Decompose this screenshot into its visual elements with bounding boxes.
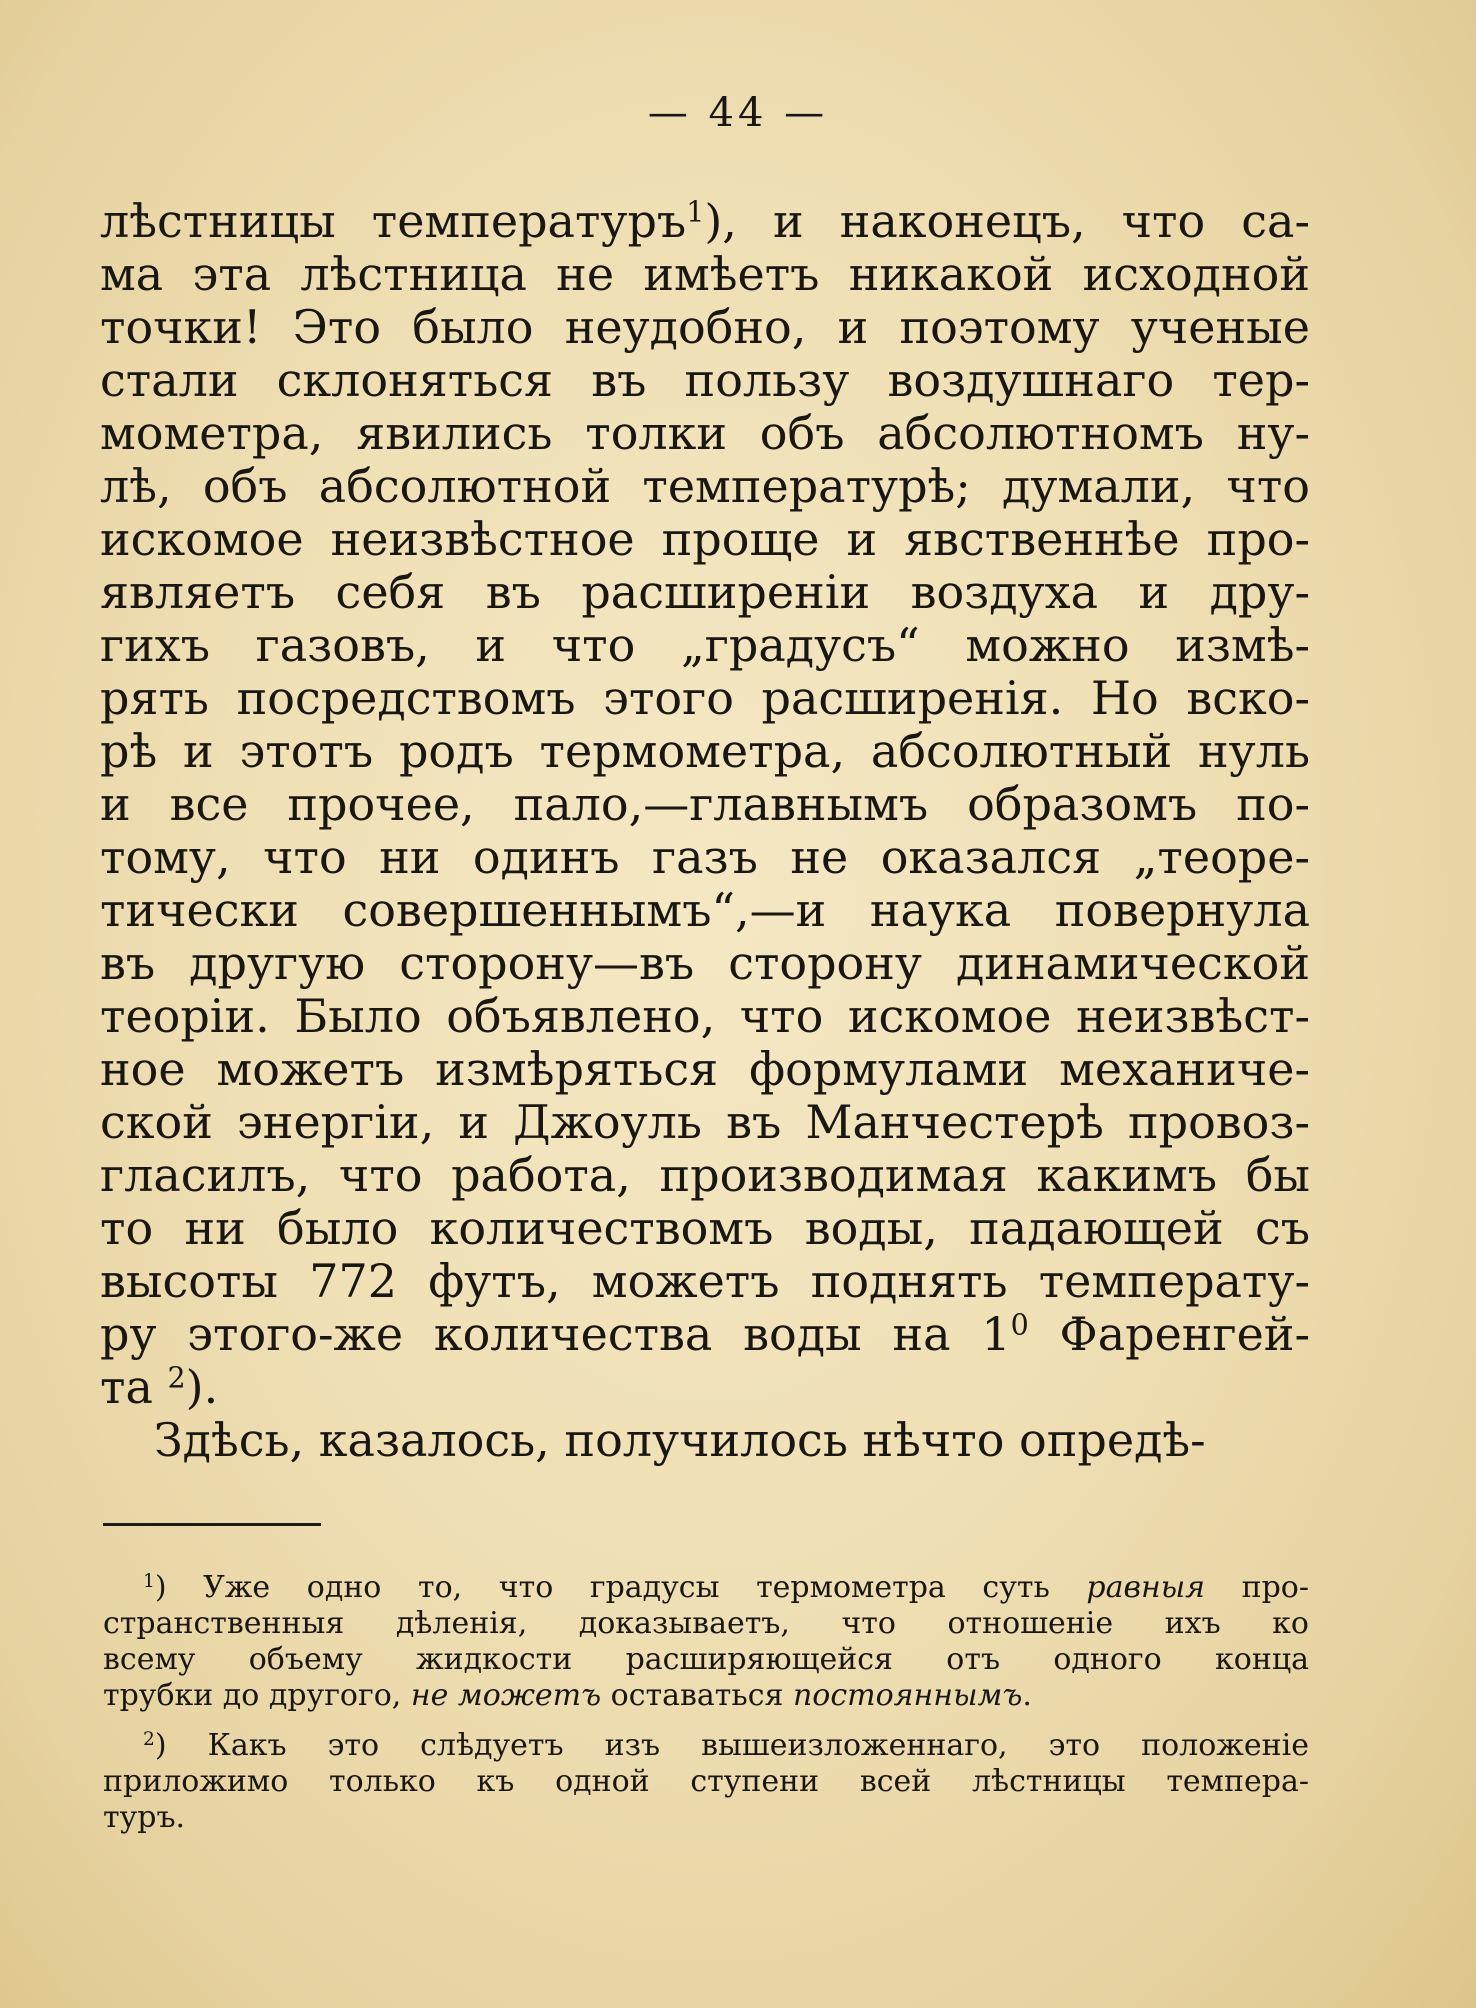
text-line: въ другую сторону—въ сторону динамической [100, 937, 1310, 990]
text-line: гихъ газовъ, и что „градусъ“ можно измѣ- [100, 619, 1310, 672]
text-line: ской энергіи, и Джоуль въ Манчестерѣ провоз- [100, 1096, 1310, 1149]
text-line: тому, что ни одинъ газъ не оказался „теоре- [100, 831, 1310, 884]
text-line: рѣ и этотъ родъ термометра, абсолютный нуль [100, 725, 1310, 778]
page-number: — 44 — [647, 90, 829, 136]
text-line: то ни было количествомъ воды, падающей съ [100, 1202, 1310, 1255]
text-line: высоты 772 футъ, можетъ поднять температу- [100, 1255, 1310, 1308]
footnote-line: туръ. [103, 1800, 186, 1835]
footnote-ref-1[interactable]: 1 [686, 195, 705, 229]
text-line: точки! Это было неудобно, и поэтому ученые [100, 301, 1310, 354]
text-line: являетъ себя въ расширеніи воздуха и дру- [100, 566, 1310, 619]
text-line: Здѣсь, казалось, получилось нѣчто опредѣ- [154, 1414, 1206, 1467]
footnote-divider [103, 1523, 321, 1526]
footnote-line: трубки до другого, не можетъ оставаться постояннымъ. [103, 1678, 1032, 1713]
main-text [100, 195, 1310, 1467]
degree-mark: 0 [1010, 1308, 1029, 1342]
text-line: та $^2$). [100, 1361, 219, 1414]
footnote-1 [103, 1570, 1309, 1714]
text-line: мометра, явились толки объ абсолютномъ ну- [100, 407, 1310, 460]
footnote-line: всему объему жидкости расширяющейся отъ одного конца [103, 1642, 1309, 1677]
text-line: ру этого-же количества воды на $1^0$ Фаренгей- [100, 1308, 1310, 1361]
footnotes [103, 1570, 1309, 1836]
text-line: ма эта лѣстница не имѣетъ никакой исходной [100, 248, 1310, 301]
text-line: тически совершеннымъ“,—и наука повернула [100, 884, 1310, 937]
text-line: искомое неизвѣстное проще и явственнѣе про- [100, 513, 1310, 566]
footnote-line: $^1$) Уже одно то, что градусы термометра суть равныя про- [143, 1570, 1309, 1605]
footnote-ref-2[interactable]: 2 [167, 1361, 186, 1395]
text-line: ное можетъ измѣряться формулами механиче- [100, 1043, 1310, 1096]
footnote-2 [103, 1728, 1309, 1836]
text-line: и все прочее, пало,—главнымъ образомъ по- [100, 778, 1310, 831]
text-line: лѣ, объ абсолютной температурѣ; думали, что [100, 460, 1310, 513]
footnote-line: странственныя дѣленія, доказываетъ, что отношеніе ихъ ко [103, 1606, 1309, 1641]
footnote-line: приложимо только къ одной ступени всей лѣстницы темпера- [103, 1764, 1309, 1799]
text-line: гласилъ, что работа, производимая какимъ бы [100, 1149, 1310, 1202]
text-line: лѣстницы температуръ$^1$), и наконецъ, что са- [100, 195, 1310, 248]
text-line: стали склоняться въ пользу воздушнаго тер- [100, 354, 1310, 407]
text-line: теоріи. Было объявлено, что искомое неизвѣст- [100, 990, 1310, 1043]
footnote-marker: 1 [143, 1570, 155, 1592]
text-line: рять посредствомъ этого расширенія. Но вско- [100, 672, 1310, 725]
footnote-line: $^2$) Какъ это слѣдуетъ изъ вышеизложеннаго, это положеніе [143, 1728, 1309, 1763]
footnote-marker: 2 [143, 1728, 155, 1750]
